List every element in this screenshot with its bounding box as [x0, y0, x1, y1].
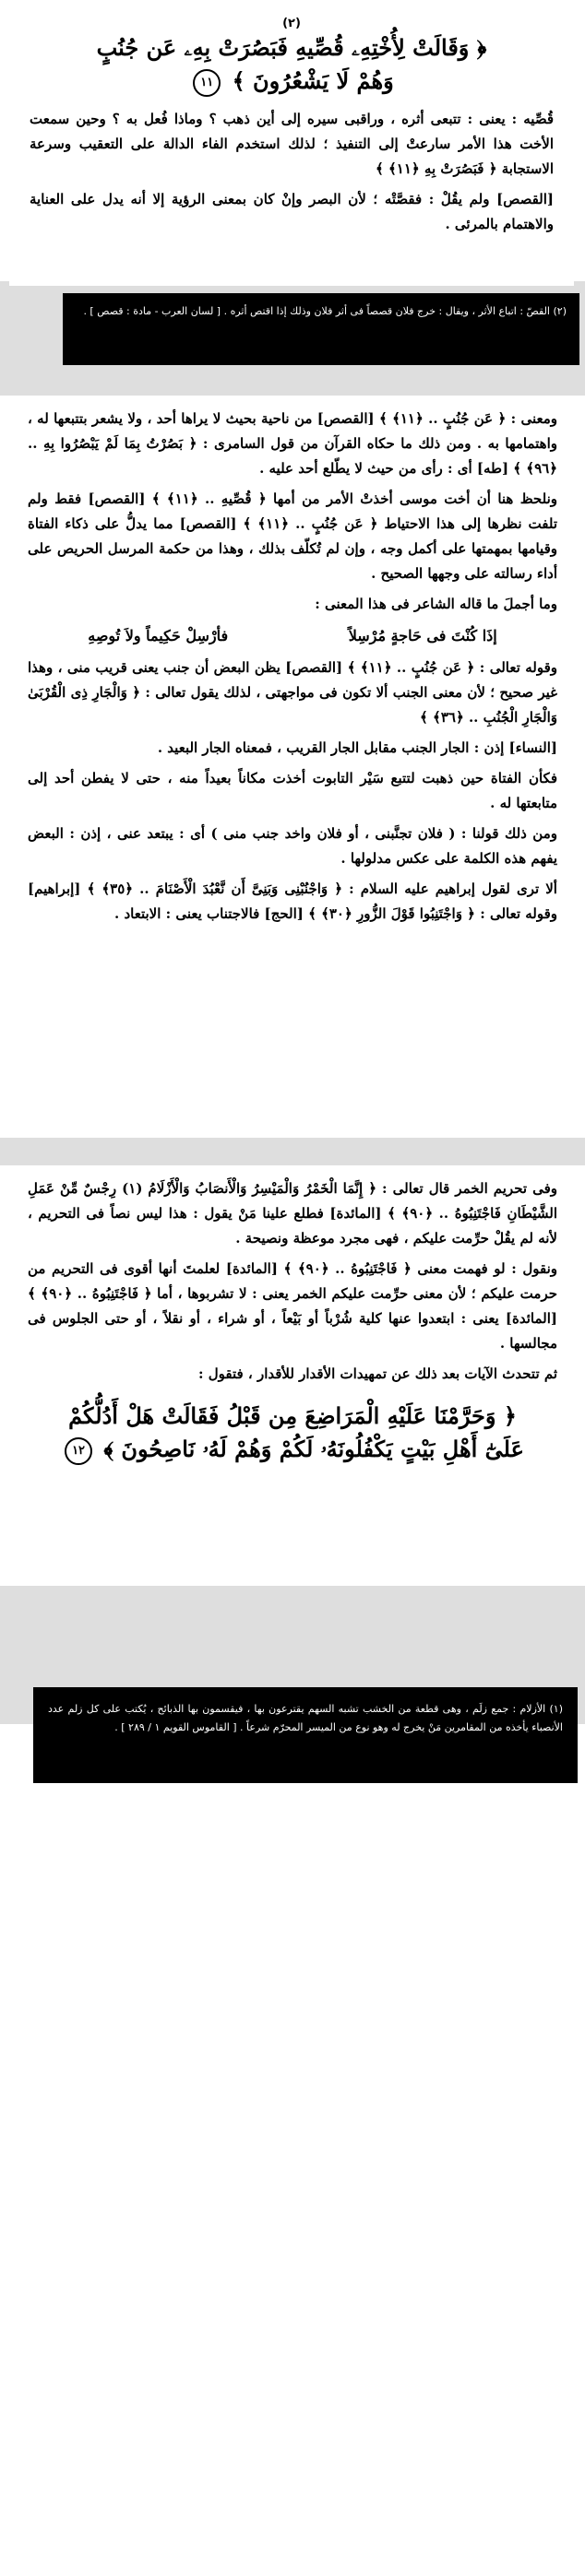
paragraph: ونقول : لو فهمت معنى ﴿ فَاجْتَنِبُوهُ .. ﴿٩٠﴾ ﴾ [المائدة] لعلمتَ أنها أقوى فى التحريم من حرمت عليكم ؛ لأن معنى حرِّمت عليكم الخمر يعنى : لا تشربوها ، أما ﴿ فَاجْتَنِبُوهُ .. ﴿٩٠﴾ ﴾ [المائدة] يعنى : ابتعدوا عنها كلية شُرْباً أو بَيْعاً ، أو شراء ، أو نقلاً ، أو حتى الجلوس فى مجالسها .: [28, 1260, 557, 1352]
paragraph: قُصِّيه : يعنى : تتبعى أثره ، وراقبى سيره إلى أين ذهب ؟ وماذا فُعل به ؟ وحين سمعت الأخت هذا الأمر سارعتْ إلى التنفيذ ؛ لذلك استخدم الفاء الدالة على التعقيب وسرعة الاستجابة ﴿ فَبَصُرَتْ بِهِ ﴿١١﴾ ﴾: [30, 111, 554, 177]
commentary-block: [9, 396, 576, 1138]
commentary-block-2: [9, 1165, 576, 1586]
paragraph: ألا ترى لقول إبراهيم عليه السلام : ﴿ وَاجْنُبْنِى وَبَنِىَّ أَن نَّعْبُدَ الْأَصْنَامَ .. ﴿٣٥﴾ ﴾ [إبراهيم] وقوله تعالى : ﴿ وَاجْتَنِبُوا قَوْلَ الزُّورِ ﴿٣٠﴾ ﴾ [الحج] فالاجتناب يعنى : الابتعاد .: [28, 880, 557, 922]
footnote-text: (١) الأزلام : جمع زلَم ، وهى قطعة من الخشب تشبه السهم يقترعون بها ، فيقسمون بها الذبائح ، يُكتب على كل زلم عدد الأنصباء يأخذه من المقامرين مَنْ يخرج له وهو نوع من الميسر المحرّم شرعاً . [ القاموس القويم ١ / ٢٨٩ ] .: [48, 1703, 563, 1733]
quran-verse-line-1: ﴿ وَحَرَّمْنَا عَلَيْهِ الْمَرَاضِعَ مِن قَبْلُ فَقَالَتْ هَلْ أَدُلُّكُمْ: [68, 1402, 517, 1429]
paragraph: ثم تتحدث الآيات بعد ذلك عن تمهيدات الأقدار للأقدار ، فتقول :: [197, 1365, 557, 1382]
poem-hemistich-right: إذَا كُنْتَ فى حَاجةٍ مُرْسِلاً: [348, 627, 497, 644]
verse-number-badge: ١٢: [65, 1437, 92, 1465]
verse-marker: (٢): [282, 17, 301, 30]
gray-band-lower: [0, 1138, 585, 1165]
paragraph: ومن ذلك قولنا : ( فلان تجنَّبنى ، أو فلان واخد جنب منى ) أى : يبتعد عنى ، إذن : البعض يفهم هذه الكلمة على عكس مدلولها .: [28, 825, 557, 867]
paragraph: [القصص] ولم يقُلْ : فقصَّتْه ؛ لأن البصر وإنْ كان بمعنى الرؤية إلا أنه يدل على العناية والاهتمام بالمرئى .: [30, 191, 554, 232]
verse-text: عَلَىٰٓ أَهْلِ بَيْتٍ يَكْفُلُونَهُۥ لَكُمْ وَهُمْ لَهُۥ نَاصِحُونَ ﴾: [103, 1436, 524, 1462]
paragraph: ومعنى : ﴿ عَن جُنُبٍ .. ﴿١١﴾ ﴾ [القصص] من ناحية بحيث لا يراها أحد ، ولا يشعر بتتبعها له ، واهتمامها به . ومن ذلك ما حكاه القرآن من قول السامرى : ﴿ بَصُرْتُ بِمَا لَمْ يَبْصُرُوا بِهِ .. ﴿٩٦﴾ ﴾ [طه] أى : رأى من حيث لا يطّلع أحد عليه .: [28, 410, 557, 477]
paragraph: ونلحظ هنا أن أخت موسى أخذتْ الأمر من أمها ﴿ قُصِّيهِ .. ﴿١١﴾ ﴾ [القصص] فقط ولم تلفت نظرها إلى هذا الاحتياط ﴿ عَن جُنُبٍ .. ﴿١١﴾ ﴾ [القصص] مما يدلُّ على ذكاء الفتاة وقيامها بمهمتها على أكمل وجه ، وإن لم تُكلّف بذلك ، وهذا من حكمة المرسل الحريص على أداء رسالته على وجهها الصحيح .: [28, 490, 557, 582]
footnote-box-2: [33, 1687, 578, 1783]
quran-verse-line-2: [28, 1433, 557, 1466]
quran-verse-line-1: ﴿ وَقَالَتْ لِأُخْتِهِۦ قُصِّيهِ فَبَصُرَتْ بِهِۦ عَن جُنُبٍ: [96, 34, 487, 61]
paragraph: وما أجملَ ما قاله الشاعر فى هذا المعنى :: [315, 596, 557, 612]
footnote-text: (٢) القصّ : اتباع الأثر ، ويقال : خرج فلان قصصاً فى أثر فلان وذلك إذا اقتص أثره . [ لسان العرب - مادة : قصص ] .: [83, 305, 567, 317]
poem-verse: [28, 622, 557, 650]
quran-verse-line-2: [30, 65, 554, 98]
paragraph: فكأن الفتاة حين ذهبت لتتبع سَيْر التابوت أخذت مكاناً بعيداً منه ، حتى لا يفطن أحد إلى متابعتها له .: [28, 770, 557, 811]
paragraph: وفى تحريم الخمر قال تعالى : ﴿ إِنَّمَا الْخَمْرُ وَالْمَيْسِرُ وَالْأَنصَابُ وَالْأَزْلَامُ (١) رِجْسٌ مِّنْ عَمَلِ الشَّيْطَانِ فَاجْتَنِبُوهُ .. ﴿٩٠﴾ ﴾ [المائدة] فطلع علينا مَنْ يقول : هذا ليس نصاً فى التحريم ، لأنه لم يقُلْ حرِّمت عليكم ، فهى مجرد موعظة ونصيحة .: [28, 1180, 557, 1247]
verse-number-badge: ١١: [193, 69, 221, 97]
gray-band-middle: [0, 375, 585, 396]
footnote-box-1: [63, 293, 579, 365]
verse-text: وَهُمْ لَا يَشْعُرُونَ ﴾: [232, 67, 394, 94]
verse-block-11: [9, 9, 574, 286]
paragraph: وقوله تعالى : ﴿ عَن جُنُبٍ .. ﴿١١﴾ ﴾ [القصص] يظن البعض أن جنب يعنى قريب منى ، وهذا غير صحيح ؛ لأن معنى الجنب ألا تكون فى مواجهتى ، لذلك يقول تعالى : ﴿ وَالْجَارِ ذِى الْقُرْبَىٰ وَالْجَارِ الْجُنُبِ .. ﴿٣٦﴾ ﴾: [28, 659, 557, 726]
paragraph: [النساء] إذن : الجار الجنب مقابل الجار القريب ، فمعناه الجار البعيد .: [157, 739, 557, 756]
poem-hemistich-left: فأرْسِلْ حَكِيماً ولاَ تُوصِهِ: [88, 627, 229, 644]
